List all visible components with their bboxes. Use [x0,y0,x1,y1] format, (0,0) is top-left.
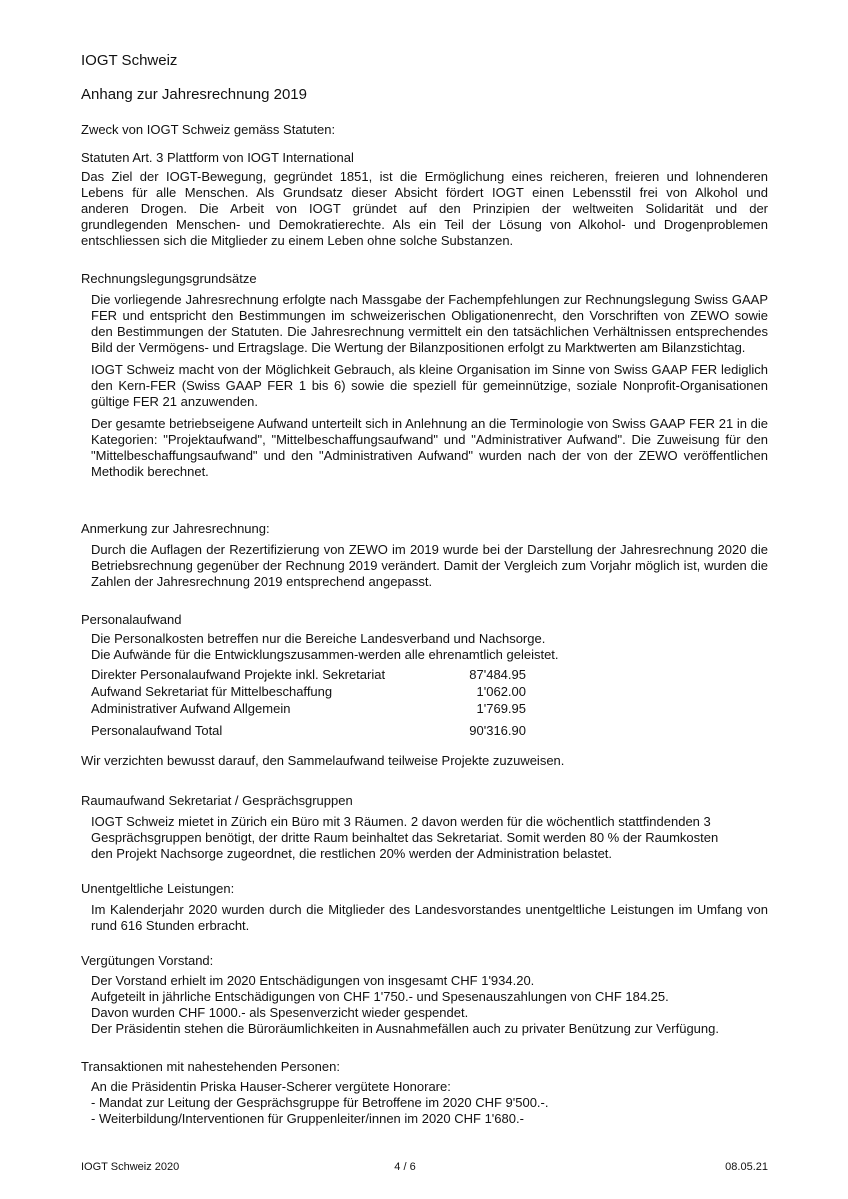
verguetung-line: Aufgeteilt in jährliche Entschädigungen von CHF 1'750.- und Spesenauszahlungen von CHF 184.25. [91,989,669,1004]
zweck-line: Lebens für alle Menschen. Als Grundsatz dieser Absicht fördert IOGT einen Lebensstil frei von Alkohol und [81,185,768,200]
section-rechnungslegung [81,271,768,486]
document-title: Anhang zur Jahresrechnung 2019 [81,86,307,103]
verguetung-line: Der Vorstand erhielt im 2020 Entschädigungen von insgesamt CHF 1'934.20. [91,973,535,988]
section-transaktionen [81,1059,768,1127]
footer-left: IOGT Schweiz 2020 [81,1161,180,1173]
verguetung-line: Der Präsidentin stehen die Büroräumlichkeiten in Ausnahmefällen auch zu privater Benützung zur Verfügung. [91,1021,719,1036]
total-label: Personalaufwand Total [91,723,223,738]
section-heading: Unentgeltliche Leistungen: [81,881,235,896]
section-heading: Zweck von IOGT Schweiz gemäss Statuten: [81,122,336,137]
row-label: Aufwand Sekretariat für Mittelbeschaffung [91,684,333,699]
section-heading: Anmerkung zur Jahresrechnung: [81,521,270,536]
total-value: 90'316.90 [469,723,526,738]
zweck-line: Das Ziel der IOGT-Bewegung, gegründet 1851, ist die Ermöglichung eines reicheren, freieren und lohnenderen [81,169,768,184]
section-zweck [81,122,768,249]
section-heading: Transaktionen mit nahestehenden Personen: [81,1059,340,1074]
section-heading: Vergütungen Vorstand: [81,953,214,968]
table-row [91,700,526,717]
raum-line: den Projekt Nachsorge zugeordnet, die restlichen 20% werden der Administration belastet. [91,846,613,861]
transaktion-line: An die Präsidentin Priska Hauser-Scherer vergütete Honorare: [91,1079,451,1094]
section-subheading: Statuten Art. 3 Plattform von IOGT International [81,150,354,165]
zweck-line: grundlegenden Menschen- und Demokratierechte. Als ein Teil der Lösung von Alkohol- und Drogenproblemen [81,217,768,232]
zweck-line: entschliessen sich die Mitglieder zu einem Leben ohne solche Substanzen. [81,233,514,248]
section-heading: Rechnungslegungsgrundsätze [81,271,257,286]
section-heading: Personalaufwand [81,612,182,627]
personal-intro-line: Die Personalkosten betreffen nur die Bereiche Landesverband und Nachsorge. [91,631,546,646]
table-row [91,683,526,700]
paragraph: Durch die Auflagen der Rezertifizierung von ZEWO im 2019 wurde bei der Darstellung der Jahresrechnung 2020 die Betriebsrechnung gegenüber der Rechnung 2019 verändert. Damit der Vergleich zum Vorjahr möglich ist, wurden die Zahlen der Jahresrechnung 2019 entsprechend angepasst. [91,542,768,589]
paragraph: IOGT Schweiz macht von der Möglichkeit Gebrauch, als kleine Organisation im Sinne von Swiss GAAP FER lediglich den Kern-FER (Swiss GAAP FER 1 bis 6) sowie die speziell für gemeinnützige, soziale Nonprofit-Organisationen gültige FER 21 anzuwenden. [91,362,768,409]
paragraph: Die vorliegende Jahresrechnung erfolgte nach Massgabe der Fachempfehlungen zur Rechnungslegung Swiss GAAP FER und entspricht den Bestimmungen im schweizerischen Obligationenrecht, den Vorschriften von ZEWO sowie den Bestimmungen der Statuten. Die Jahresrechnung vermittelt ein den tatsächlichen Verhältnissen entsprechendes Bild der Vermögens- und Ertragslage. Die Wertung der Bilanzpositionen erfolgt zu Marktwerten am Bilanzstichtag. [91,292,768,355]
row-value: 1'769.95 [476,701,526,716]
zweck-line: anderen Drogen. Die Arbeit von IOGT gründet auf den Prinzipien der weltweiten Solidarität und der [81,201,768,216]
section-unentgeltlich [81,881,768,940]
personal-intro-line: Die Aufwände für die Entwicklungszusammen-werden alle ehrenamtlich geleistet. [91,647,559,662]
section-personal [81,612,768,769]
paragraph: Der gesamte betriebseigene Aufwand unterteilt sich in Anlehnung an die Terminologie von Swiss GAAP FER 21 in die Kategorien: "Projektaufwand", "Mittelbeschaffungsaufwand" und "Administrativer Aufwand". Die Zuweisung für den "Mittelbeschaffungsaufwand" und den "Administrativen Aufwand" wurden nach der von der ZEWO veröffentlichen Methodik berechnet. [91,416,768,479]
section-anmerkung [81,521,768,596]
table-total-row [91,717,526,739]
transaktion-line: - Weiterbildung/Interventionen für Gruppenleiter/innen im 2020 CHF 1'680.- [91,1111,524,1126]
row-value: 1'062.00 [476,684,526,699]
org-title: IOGT Schweiz [81,52,178,69]
raum-line: IOGT Schweiz mietet in Zürich ein Büro mit 3 Räumen. 2 davon werden für die wöchentlich stattfindenden 3 [91,814,711,829]
table-row [91,666,526,683]
transaktion-line: - Mandat zur Leitung der Gesprächsgruppe für Betroffene im 2020 CHF 9'500.-. [91,1095,549,1110]
row-label: Administrativer Aufwand Allgemein [91,701,291,716]
personal-note: Wir verzichten bewusst darauf, den Sammelaufwand teilweise Projekte zuzuweisen. [81,753,565,768]
row-label: Direkter Personalaufwand Projekte inkl. Sekretariat [91,667,386,682]
paragraph: Im Kalenderjahr 2020 wurden durch die Mitglieder des Landesvorstandes unentgeltliche Leistungen im Umfang von rund 616 Stunden erbracht. [91,902,768,933]
section-heading: Raumaufwand Sekretariat / Gesprächsgruppen [81,793,353,808]
personal-cost-table [91,666,526,739]
footer-date: 08.05.21 [725,1161,768,1173]
section-verguetung [81,953,768,1037]
row-value: 87'484.95 [469,667,526,682]
verguetung-line: Davon wurden CHF 1000.- als Spesenverzicht wieder gespendet. [91,1005,469,1020]
section-raum [81,793,768,862]
page-number: 4 / 6 [394,1161,416,1173]
raum-line: Gesprächsgruppen benötigt, der dritte Raum beinhaltet das Sekretariat. Somit werden 80 % der Raumkosten [91,830,719,845]
